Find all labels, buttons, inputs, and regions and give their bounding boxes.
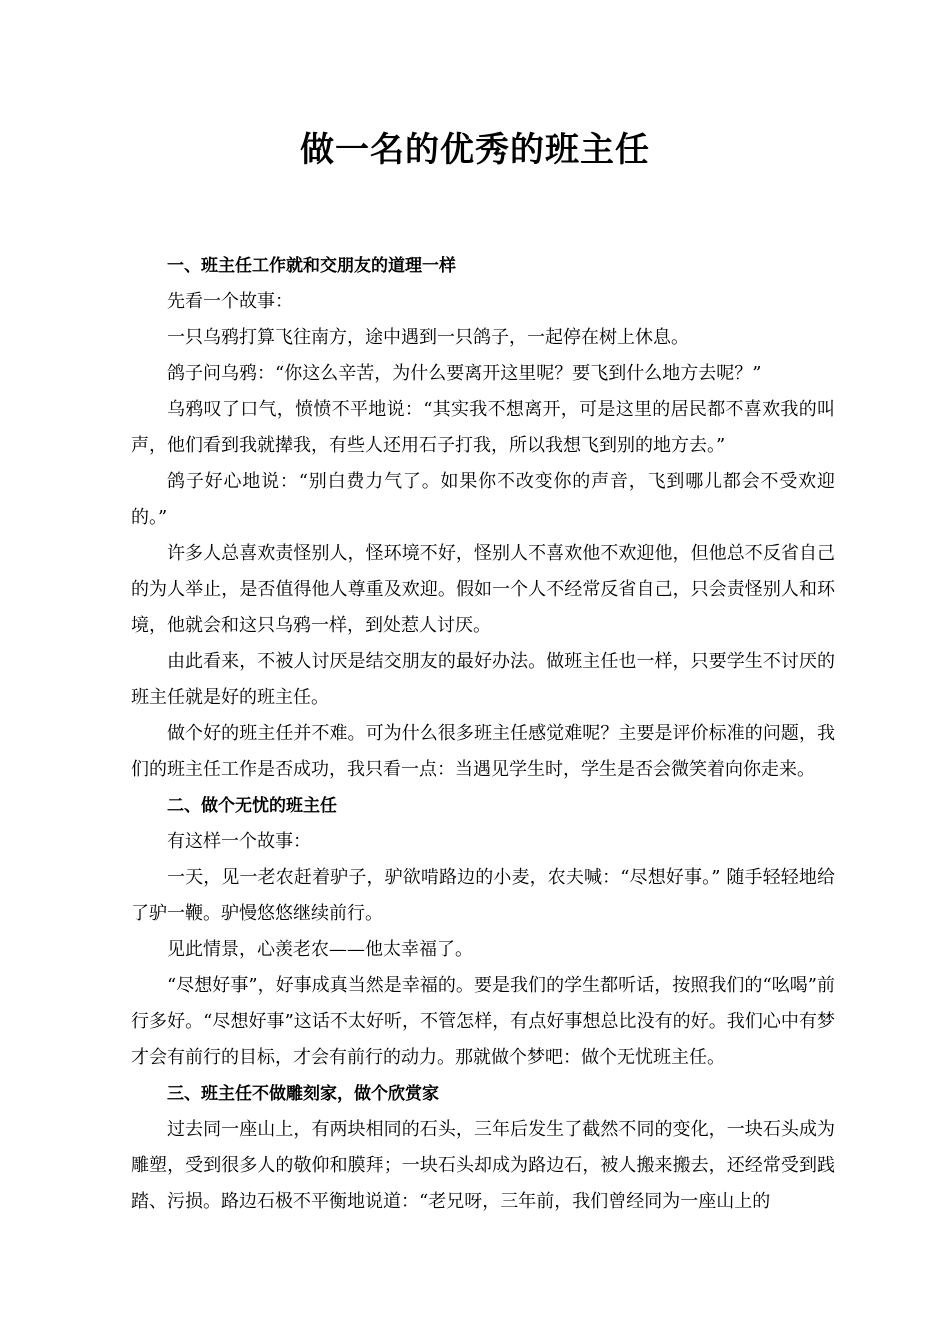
section-heading-2: 二、做个无忧的班主任 — [167, 796, 337, 816]
document-body — [131, 248, 835, 1220]
paragraph: 一天，见一老农赶着驴子，驴欲啃路边的小麦，农夫喊：“尽想好事。” 随手轻轻地给了驴一鞭。驴慢悠悠继续前行。 — [131, 867, 835, 924]
paragraph: 做个好的班主任并不难。可为什么很多班主任感觉难呢？主要是评价标准的问题，我们的班主任工作是否成功，我只看一点：当遇见学生时，学生是否会微笑着向你走来。 — [131, 723, 835, 780]
paragraph: 鸽子好心地说：“别白费力气了。如果你不改变你的声音，飞到哪儿都会不受欢迎的。” — [131, 471, 835, 528]
paragraph: 许多人总喜欢责怪别人，怪环境不好，怪别人不喜欢他不欢迎他，但他总不反省自己的为人举止，是否值得他人尊重及欢迎。假如一个人不经常反省自己，只会责怪别人和环境，他就会和这只乌鸦一样，到处惹人讨厌。 — [131, 543, 835, 636]
paragraph: 乌鸦叹了口气，愤愤不平地说：“其实我不想离开，可是这里的居民都不喜欢我的叫声，他们看到我就撵我，有些人还用石子打我，所以我想飞到别的地方去。” — [131, 399, 835, 456]
section-heading-1: 一、班主任工作就和交朋友的道理一样 — [167, 256, 456, 276]
paragraph: 见此情景，心羡老农——他太幸福了。 — [167, 939, 473, 960]
paragraph: 一只乌鸦打算飞往南方，途中遇到一只鸽子，一起停在树上休息。 — [167, 327, 689, 348]
paragraph: 鸽子问乌鸦：“你这么辛苦，为什么要离开这里呢？要飞到什么地方去呢？” — [167, 363, 762, 384]
section-heading-3: 三、班主任不做雕刻家，做个欣赏家 — [167, 1084, 439, 1104]
paragraph: 先看一个故事： — [167, 291, 293, 312]
document-title: 做一名的优秀的班主任 — [300, 130, 650, 170]
paragraph: 过去同一座山上，有两块相同的石头，三年后发生了截然不同的变化，一块石头成为雕塑，受到很多人的敬仰和膜拜；一块石头却成为路边石，被人搬来搬去，还经常受到践踏、污损。路边石极不平衡地说道：“老兄呀，三年前，我们曾经同为一座山上的 — [131, 1119, 835, 1212]
paragraph: “尽想好事”，好事成真当然是幸福的。要是我们的学生都听话，按照我们的“吆喝”前行多好。“尽想好事”这话不太好听，不管怎样，有点好事想总比没有的好。我们心中有梦才会有前行的目标，才会有前行的动力。那就做个梦吧：做个无忧班主任。 — [131, 975, 835, 1068]
paragraph: 由此看来，不被人讨厌是结交朋友的最好办法。做班主任也一样，只要学生不讨厌的班主任就是好的班主任。 — [131, 651, 835, 708]
paragraph: 有这样一个故事： — [167, 831, 311, 852]
